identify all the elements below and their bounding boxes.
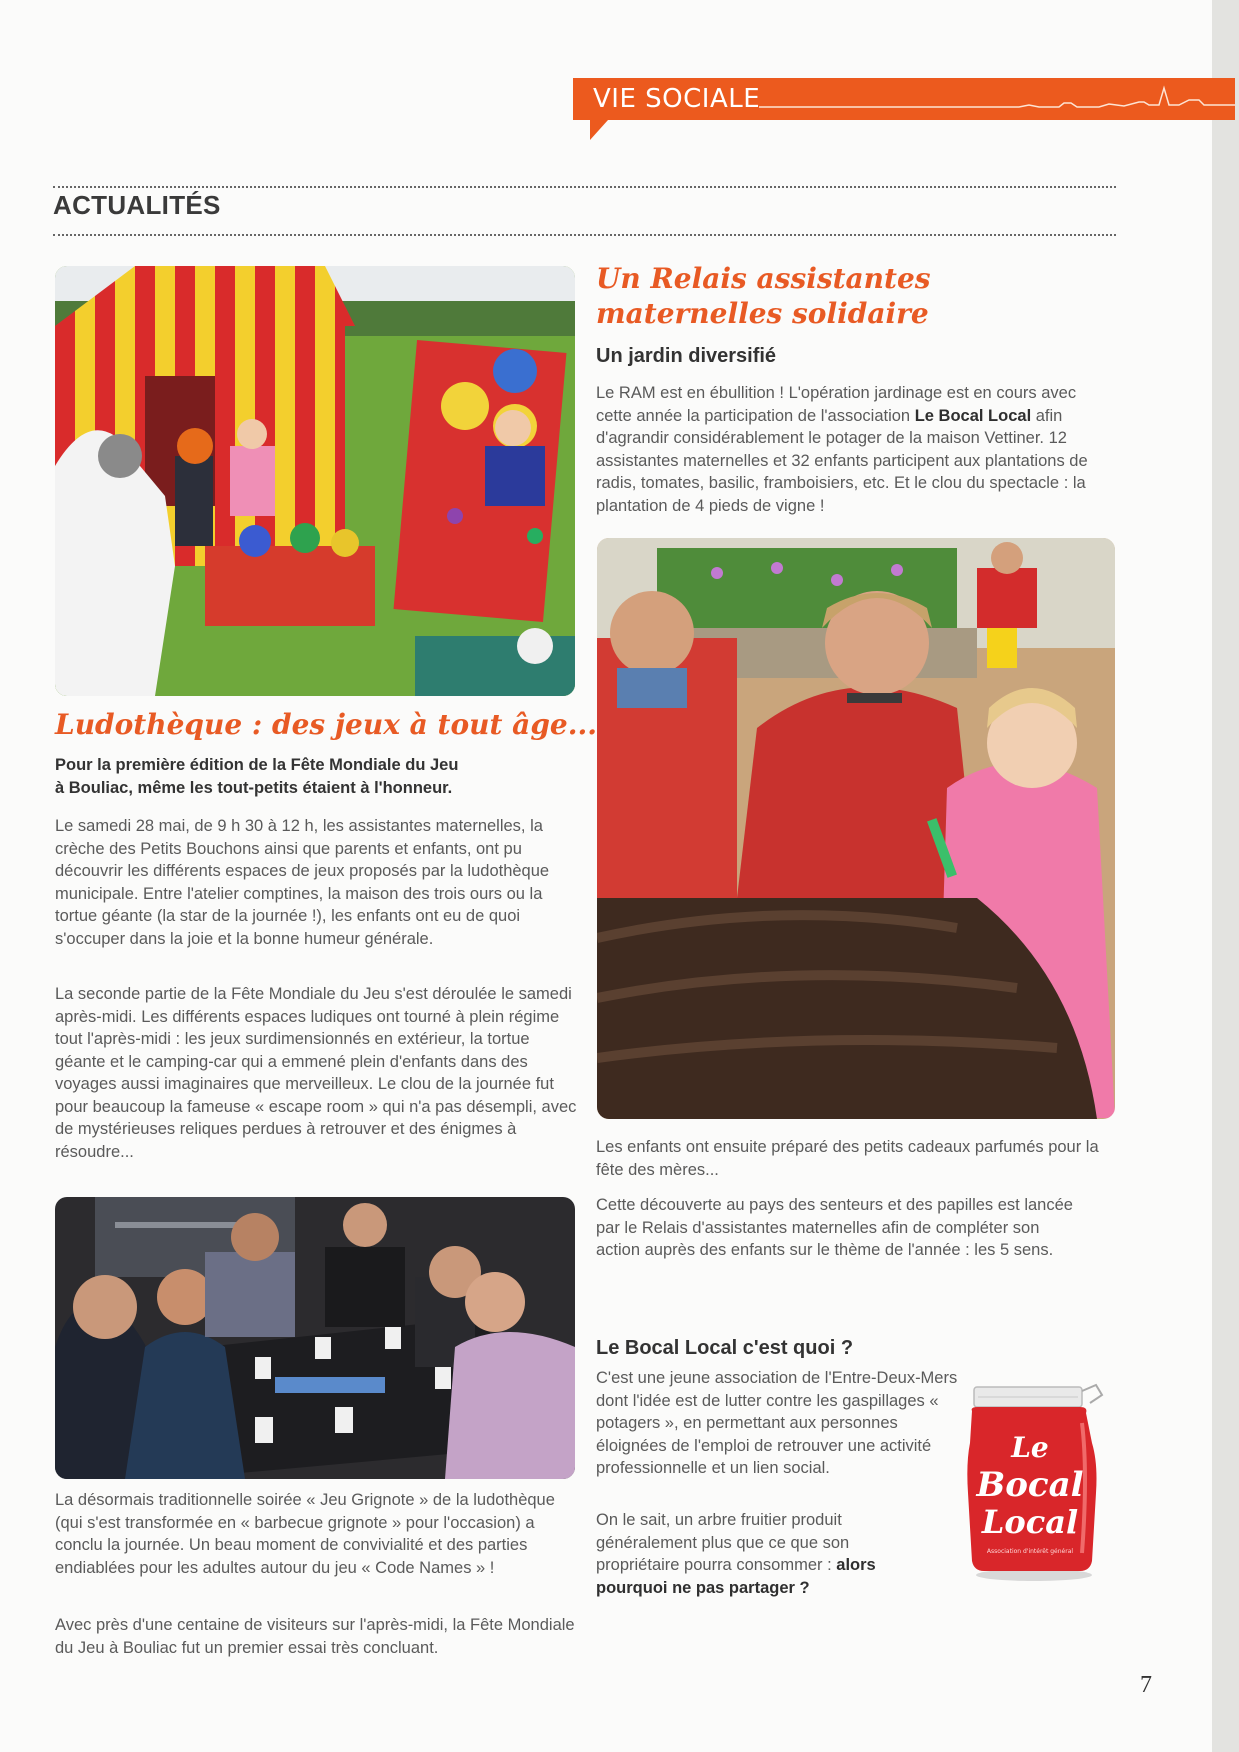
photo-ludotheque-outdoor <box>55 266 575 696</box>
bocal-local-mention: Le Bocal Local <box>914 406 1032 425</box>
bottom-dotted-rule <box>53 234 1116 236</box>
ludotheque-title: Ludothèque : des jeux à tout âge... <box>55 708 597 741</box>
ram-paragraph-1 <box>596 382 1116 517</box>
ludotheque-paragraph-3: La désormais traditionnelle soirée « Jeu Grignote » de la ludothèque (qui s'est transformée en « barbecue grignote » pour l'occasion) a conclu la journée. Un beau moment de convivialité et des parties endiablées pour les adultes autour du jeu « Code Names » ! <box>55 1491 555 1577</box>
ram-paragraph-2: Les enfants ont ensuite préparé des petits cadeaux parfumés pour la fête des mères... <box>596 1138 1099 1179</box>
bocal-paragraph-2 <box>596 1509 931 1599</box>
logo-text-le: Le <box>1011 1431 1049 1464</box>
page-number: 7 <box>1140 1672 1152 1698</box>
ludotheque-paragraph-2: La seconde partie de la Fête Mondiale du Jeu s'est déroulée le samedi après-midi. Les différents espaces ludiques ont tourné à plein régime tout l'après-midi : les jeux surdimensionnés en extérieur, la tortue géante et le camping-car qui a emmené plein d'enfants dans des voyages aussi imaginaires que merveilleux. Le clou de la journée fut pour beaucoup la fameuse « escape room » qui n'a pas désempli, avec de mystérieuses reliques perdues à retrouver et des énigmes à résoudre... <box>55 985 577 1161</box>
banner-tail <box>590 120 608 140</box>
ludotheque-paragraph-4: Avec près d'une centaine de visiteurs sur l'après-midi, la Fête Mondiale du Jeu à Bouliac fut un premier essai très concluant. <box>55 1616 575 1657</box>
bocal-paragraph-2-text: On le sait, un arbre fruitier produit généralement plus que ce que son propriétaire pourra consommer : <box>596 1511 850 1574</box>
bocal-paragraph-2-question: alors pourquoi ne pas partager ? <box>596 1556 876 1597</box>
top-dotted-rule <box>53 186 1116 188</box>
photo-jeu-grignote-evening <box>55 1197 575 1479</box>
bocal-heading: Le Bocal Local c'est quoi ? <box>596 1337 854 1359</box>
bocal-paragraph-1: C'est une jeune association de l'Entre-Deux-Mers dont l'idée est de lutter contre les gaspillages « potagers », en permettant aux personnes éloignées de l'emploi de retrouver une activité professionnelle et un lien social. <box>596 1369 958 1477</box>
ram-title-line1: Un Relais assistantes <box>596 262 931 295</box>
ludotheque-paragraph-1: Le samedi 28 mai, de 9 h 30 à 12 h, les assistantes maternelles, la crèche des Petits Bouchons ainsi que parents et enfants, ont pu découvrir les différents espaces de jeux proposés par la ludothèque municipale. Entre l'atelier comptines, la maison des trois ours ou la tortue géante (la star de la journée !), les enfants ont eu de quoi s'occuper dans la joie et la bonne humeur générale. <box>55 817 550 948</box>
logo-tagline: Association d'intérêt général <box>986 1548 1074 1555</box>
page-edge <box>1212 0 1239 1752</box>
ram-paragraph-3: Cette découverte au pays des senteurs et des papilles est lancée par le Relais d'assistantes maternelles afin de compléter son action auprès des enfants sur le thème de l'année : les 5 sens. <box>596 1196 1073 1259</box>
section-banner <box>573 78 1235 120</box>
logo-text-bocal: Bocal <box>976 1465 1084 1505</box>
section-heading: ACTUALITÉS <box>53 190 221 220</box>
skyline-decoration <box>759 78 1235 120</box>
logo-text-local: Local <box>981 1503 1079 1541</box>
ludotheque-intro-line2: à Bouliac, même les tout-petits étaient à l'honneur. <box>55 779 453 797</box>
ram-subtitle: Un jardin diversifié <box>596 345 777 367</box>
ram-paragraph-1-text-a: Le RAM est en ébullition ! L'opération jardinage est en cours avec cette année la participation de l'association <box>596 384 1077 425</box>
ludotheque-intro-line1: Pour la première édition de la Fête Mondiale du Jeu <box>55 756 459 774</box>
banner-title: VIE SOCIALE <box>593 84 761 114</box>
ram-paragraph-1-text-b: afin d'agrandir considérablement le potager de la maison Vettiner. 12 assistantes maternelles et 32 enfants participent aux plantations de radis, tomates, basilic, framboisiers, etc. Et le clou du spectacle : la plantation de 4 pieds de vigne ! <box>596 406 1088 515</box>
bocal-local-logo <box>962 1383 1107 1583</box>
ram-title-line2: maternelles solidaire <box>596 297 929 330</box>
photo-jardin-plantation <box>597 538 1115 1119</box>
